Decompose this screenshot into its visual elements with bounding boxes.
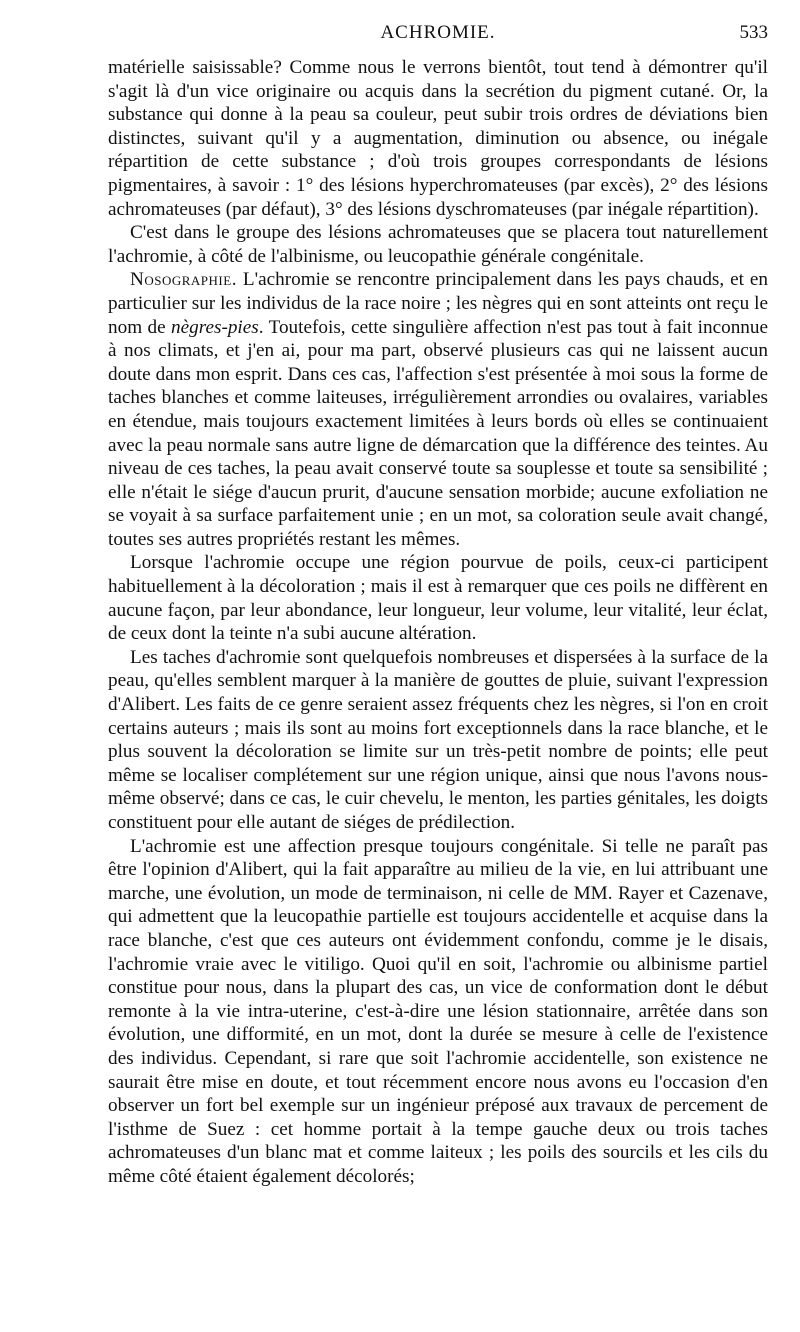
running-title: ACHROMIE. bbox=[380, 22, 496, 43]
paragraph-6: L'achromie est une affection presque toujours congénitale. Si telle ne paraît pas être l'opinion d'Alibert, qui la fait apparaître au milieu de la vie, en lui attribuant une marche, une évolution, un mode de terminaison, ni celle de MM. Rayer et Cazenave, qui admettent que la leucopathie partielle est toujours accidentelle et acquise dans la race blanche, c'est que ces auteurs ont évidemment confondu, comme je le disais, l'achromie vraie avec le vitiligo. Quoi qu'il en soit, l'achromie ou albinisme partiel constitue pour nous, dans la plupart des cas, un vice de conformation dont le début remonte à la vie intra-uterine, c'est-à-dire une lésion stationnaire, arrêtée dans son évolution, une difformité, en un mot, dont la durée se mesure à celle de l'existence des individus. Cependant, si rare que soit l'achromie accidentelle, son existence ne saurait être mise en doute, et tout récemment encore nous avons eu l'occasion d'en observer un fort bel exemple sur un ingénieur préposé aux travaux de percement de l'isthme de Suez : cet homme portait à la tempe gauche deux ou trois taches achromateuses d'un blanc mat et comme laiteux ; les poils des sourcils et les cils du même côté étaient également décolorés; bbox=[108, 835, 768, 1187]
paragraph-5: Les taches d'achromie sont quelquefois nombreuses et dispersées à la surface de la peau, qu'elles semblent marquer à la manière de gouttes de pluie, suivant l'expression d'Alibert. Les faits de ce genre seraient assez fréquents chez les nègres, si l'on en croit certains auteurs ; mais ils sont au moins fort exceptionnels dans la race blanche, et le plus souvent la décoloration se limite sur un très-petit nombre de points; elle peut même se localiser complétement sur une région unique, ainsi que nous l'avons nous-même observé; dans ce cas, le cuir chevelu, le menton, les parties génitales, les doigts constituent pour elle autant de siéges de prédilection. bbox=[108, 646, 768, 833]
section-lead: Nosographie. bbox=[130, 269, 237, 291]
paragraph-nosographie bbox=[108, 268, 768, 551]
page-number: 533 bbox=[739, 22, 768, 43]
paragraph-text-part-b: . Toutefois, cette singulière affection n'est pas tout à fait inconnue à nos climats, et j'en ai, pour ma part, observé plusieurs cas qui ne laissent aucun doute dans mon esprit. Dans ces cas, l'affection s'est présentée à moi sous la forme de taches blanches et comme laiteuses, irrégulièrement arrondies ou ovalaires, variables en étendue, mais toujours exactement limitées à leurs bords où elles se continuaient avec la peau normale sans autre ligne de démarcation que la différence des teintes. Au niveau de ces taches, la peau avait conservé toute sa souplesse et toute sa sensibilité ; elle n'était le siége d'aucun prurit, d'aucune sensation morbide; aucune exfoliation ne se voyait à sa surface parfaitement unie ; en un mot, sa coloration seule avait changé, toutes ses autres propriétés restant les mêmes. bbox=[108, 316, 768, 550]
paragraph-4: Lorsque l'achromie occupe une région pourvue de poils, ceux-ci participent habituellement à la décoloration ; mais il est à remarquer que ces poils ne diffèrent en aucune façon, par leur abondance, leur longueur, leur volume, leur vitalité, leur éclat, de ceux dont la teinte n'a subi aucune altération. bbox=[108, 552, 768, 645]
paragraph-2: C'est dans le groupe des lésions achromateuses que se placera tout naturellement l'achromie, à côté de l'albinisme, ou leucopathie générale congénitale. bbox=[108, 222, 768, 267]
emphasized-term: nègres-pies bbox=[171, 316, 259, 338]
running-head bbox=[108, 22, 768, 48]
paragraph-text-part-a: L'achromie se rencontre principalement dans les pays chauds, et en particulier sur les individus de la race noire ; les nègres qui en sont atteints ont reçu le nom de bbox=[108, 269, 768, 338]
paragraph-1: matérielle saisissable? Comme nous le verrons bientôt, tout tend à démontrer qu'il s'agit là d'un vice originaire ou acquis dans la secrétion du pigment cutané. Or, la substance qui donne à la peau sa couleur, peut subir trois ordres de déviations bien distinctes, suivant qu'il y a augmentation, diminution ou absence, ou inégale répartition de cette substance ; d'où trois groupes correspondants de lésions pigmentaires, à savoir : 1° des lésions hyperchromateuses (par excès), 2° des lésions achromateuses (par défaut), 3° des lésions dyschromateuses (par inégale répartition). bbox=[108, 57, 768, 220]
body-text bbox=[108, 56, 768, 1189]
